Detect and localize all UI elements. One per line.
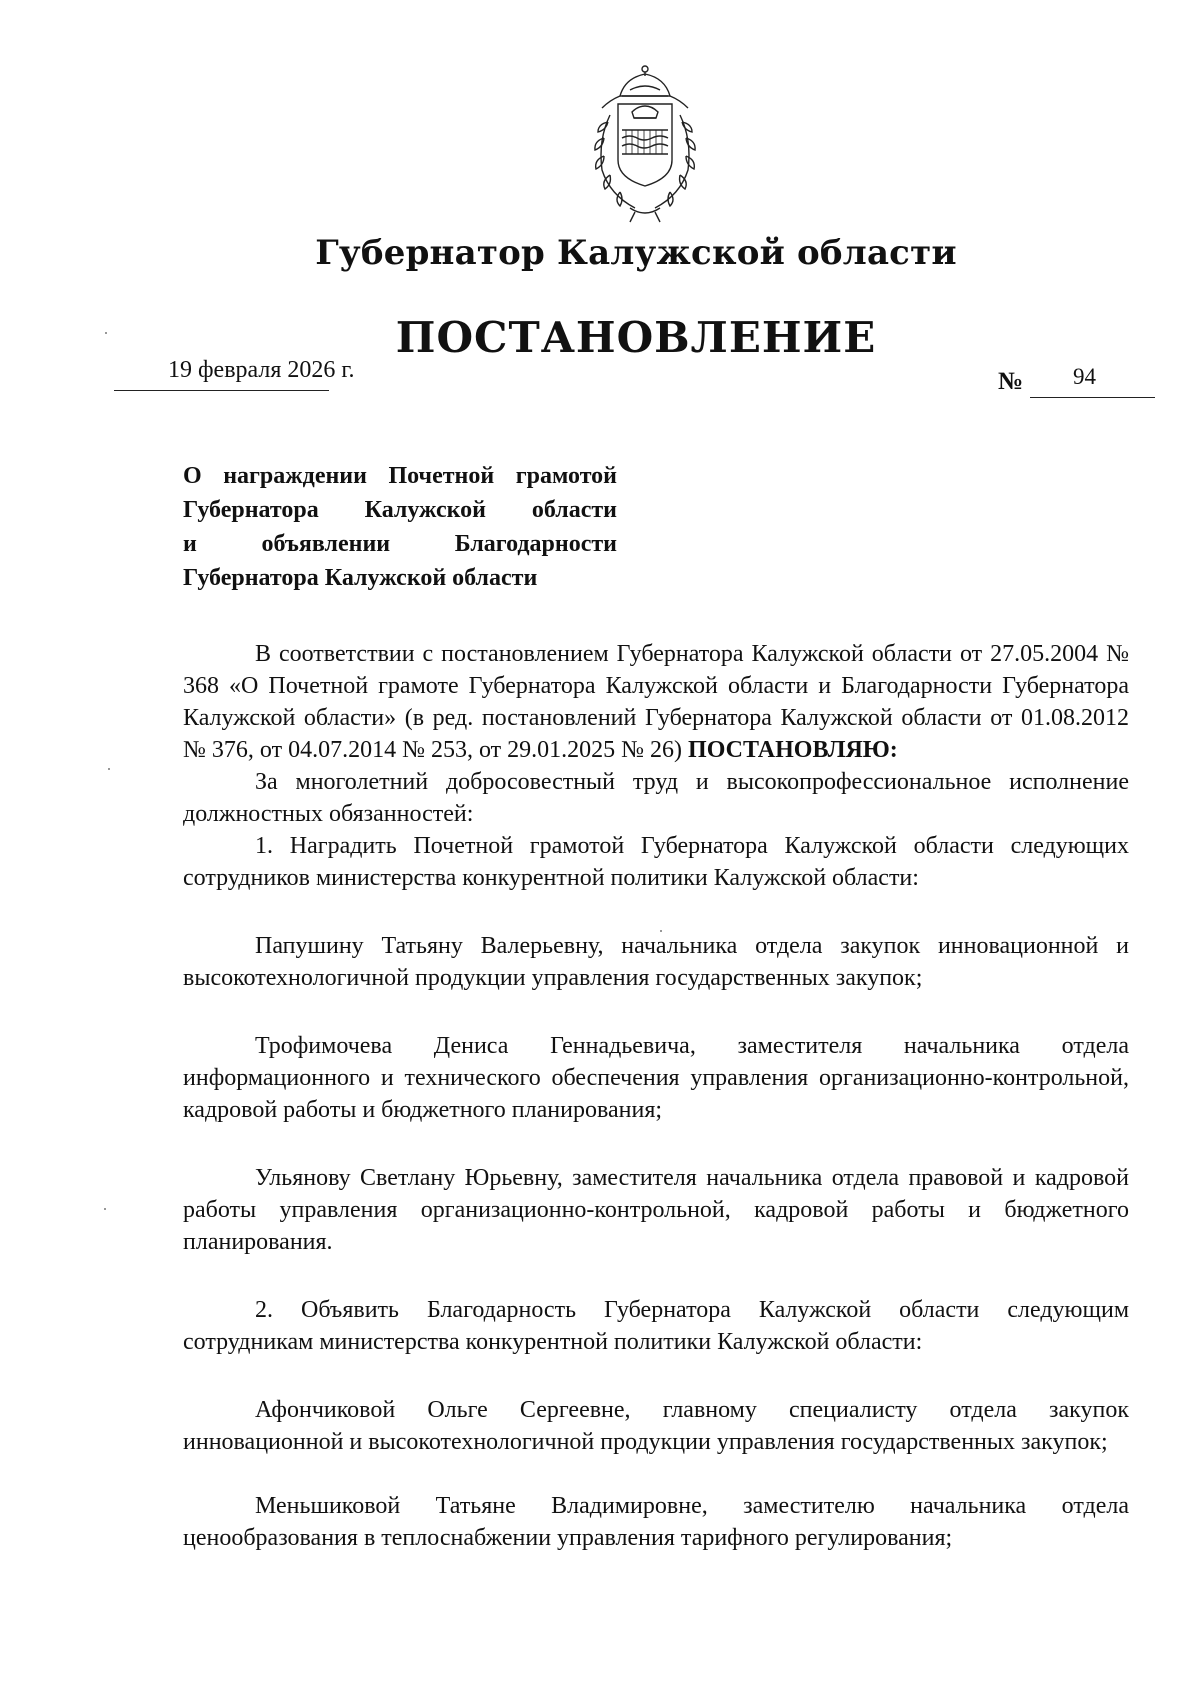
scan-speck xyxy=(660,930,662,932)
subject-line: Губернатора Калужской области xyxy=(183,497,617,523)
item-2-person: Афончиковой Ольге Сергеевне, главному специалисту отдела закупок инновационной и высокотехнологичной продукции управления государственных закупок; xyxy=(183,1397,1129,1455)
scan-speck xyxy=(104,1208,106,1210)
scan-speck xyxy=(105,332,107,334)
number-label: № xyxy=(998,368,1024,395)
document-body xyxy=(183,638,1129,1554)
number-underline xyxy=(1030,397,1155,398)
item-1-person: Папушину Татьяну Валерьевну, начальника отдела закупок инновационной и высокотехнологичной продукции управления государственных закупок; xyxy=(183,933,1129,991)
reason-paragraph: За многолетний добросовестный труд и высокопрофессиональное исполнение должностных обязанностей: xyxy=(183,769,1129,827)
issuing-authority: Губернатор Калужской области xyxy=(315,233,957,273)
subject-line: и объявлении Благодарности xyxy=(183,531,617,557)
date-underline xyxy=(114,390,329,391)
preamble-text: В соответствии с постановлением Губернатора Калужской области от 27.05.2004 № 368 «О Почетной грамоте Губернатора Калужской области и Благодарности Губернатора Калужской области» (в ред. постановлений Губернатора Калужской области от 01.08.2012 № 376, от 04.07.2014 № 253, от 29.01.2025 № 26) xyxy=(183,641,1129,763)
document-date: 19 февраля 2026 г. xyxy=(168,357,355,383)
preamble-paragraph xyxy=(183,638,1129,766)
item-2-paragraph: 2. Объявить Благодарность Губернатора Калужской области следующим сотрудникам министерства конкурентной политики Калужской области: xyxy=(183,1297,1129,1355)
item-1-paragraph: 1. Наградить Почетной грамотой Губернатора Калужской области следующих сотрудников министерства конкурентной политики Калужской области: xyxy=(183,833,1129,891)
document-type-title: ПОСТАНОВЛЕНИЕ xyxy=(395,313,877,362)
document-number: 94 xyxy=(1073,364,1096,389)
resolve-word: ПОСТАНОВЛЯЮ: xyxy=(688,737,898,763)
kaluga-coat-of-arms-icon xyxy=(580,60,710,225)
subject-line: О награждении Почетной грамотой xyxy=(183,463,617,489)
subject-line: Губернатора Калужской области xyxy=(183,565,538,591)
item-1-person: Ульянову Светлану Юрьевну, заместителя начальника отдела правовой и кадровой работы управления организационно-контрольной, кадровой работы и бюджетного планирования. xyxy=(183,1165,1129,1255)
document-subject xyxy=(183,459,617,595)
scan-speck xyxy=(108,768,110,770)
item-2-person: Меньшиковой Татьяне Владимировне, заместителю начальника отдела ценообразования в теплоснабжении управления тарифного регулирования; xyxy=(183,1493,1129,1551)
item-1-person: Трофимочева Дениса Геннадьевича, заместителя начальника отдела информационного и технического обеспечения управления организационно-контрольной, кадровой работы и бюджетного планирования; xyxy=(183,1033,1129,1123)
